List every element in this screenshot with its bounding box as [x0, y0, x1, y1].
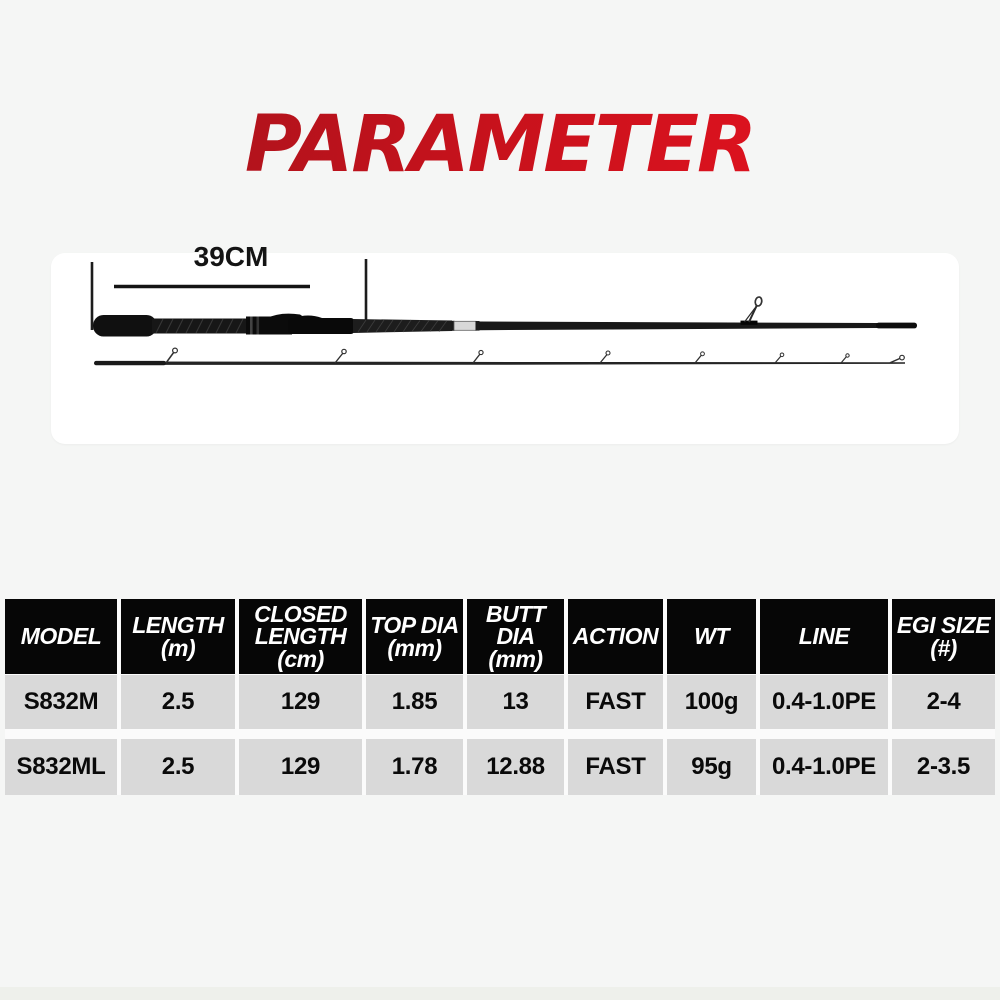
rod-lower-section [94, 348, 905, 365]
table-cell: 1.85 [366, 675, 463, 729]
reel-seat-ring [257, 317, 260, 335]
bottom-strip [0, 987, 1000, 1000]
table-cell: 2-3.5 [892, 739, 995, 795]
header-wt [667, 599, 756, 674]
header-line: LINE [798, 623, 850, 650]
table-cell: FAST [568, 739, 663, 795]
spec-table [5, 599, 995, 795]
header-line: MODEL [20, 623, 102, 650]
header-line: LENGTH [254, 623, 347, 650]
table-cell: 129 [239, 675, 362, 729]
header-line: CLOSED [254, 600, 347, 627]
table-cell: 12.88 [467, 739, 564, 795]
header-line: (mm) [488, 645, 543, 672]
header-line: WT [694, 623, 729, 650]
table-cell: 95g [667, 739, 756, 795]
rod-foregrip [288, 318, 354, 334]
header-line: LENGTH [132, 611, 224, 638]
table-cell: S832M [5, 675, 117, 729]
tip-section-guides [166, 348, 849, 363]
page-title: PARAMETER [0, 106, 1000, 184]
header-butt-dia [467, 599, 564, 674]
header-line: EGI SIZE [896, 611, 991, 638]
table-cell: 0.4-1.0PE [760, 739, 888, 795]
ferrule-band [476, 321, 480, 331]
header-line: DIA [496, 623, 535, 650]
header-line: ACTION [572, 623, 659, 650]
rod-blank [479, 322, 878, 331]
spec-row-s832ml [5, 739, 995, 795]
rod-illustration [40, 225, 975, 470]
rod-ferrule [454, 321, 476, 330]
spec-row-s832m [5, 675, 995, 729]
table-cell: 129 [239, 739, 362, 795]
rod-tip-guide [890, 355, 904, 362]
table-cell: 100g [667, 675, 756, 729]
table-cell: 1.78 [366, 739, 463, 795]
table-cell: S832ML [5, 739, 117, 795]
header-model [5, 599, 117, 674]
table-cell: FAST [568, 675, 663, 729]
header-line [760, 599, 888, 674]
table-cell: 2.5 [121, 739, 235, 795]
header-egi-size [892, 599, 995, 674]
tip-section-blank [95, 361, 905, 365]
rod-butt-grip [93, 315, 157, 337]
header-line: (#) [930, 634, 957, 661]
guide-ring [754, 296, 762, 306]
header-action [568, 599, 663, 674]
rod-reel-seat [246, 317, 292, 335]
table-cell: 2-4 [892, 675, 995, 729]
rod-tip-segment [876, 323, 917, 329]
rod-upper-section [93, 296, 917, 336]
table-cell: 13 [467, 675, 564, 729]
spec-table-header [5, 599, 995, 674]
table-cell: 2.5 [121, 675, 235, 729]
reel-seat-ring [250, 317, 253, 335]
table-cell: 0.4-1.0PE [760, 675, 888, 729]
header-line: BUTT [485, 600, 546, 627]
header-top-dia [366, 599, 463, 674]
header-line: (mm) [387, 634, 442, 661]
header-line: TOP DIA [370, 611, 459, 638]
header-line: (cm) [277, 645, 324, 672]
tip-section-butt [94, 361, 166, 365]
rod-guide [741, 296, 763, 324]
header-length [121, 599, 235, 674]
header-line: (m) [160, 634, 196, 661]
measurement-label: 39CM [193, 241, 269, 272]
header-closed-length [239, 599, 362, 674]
